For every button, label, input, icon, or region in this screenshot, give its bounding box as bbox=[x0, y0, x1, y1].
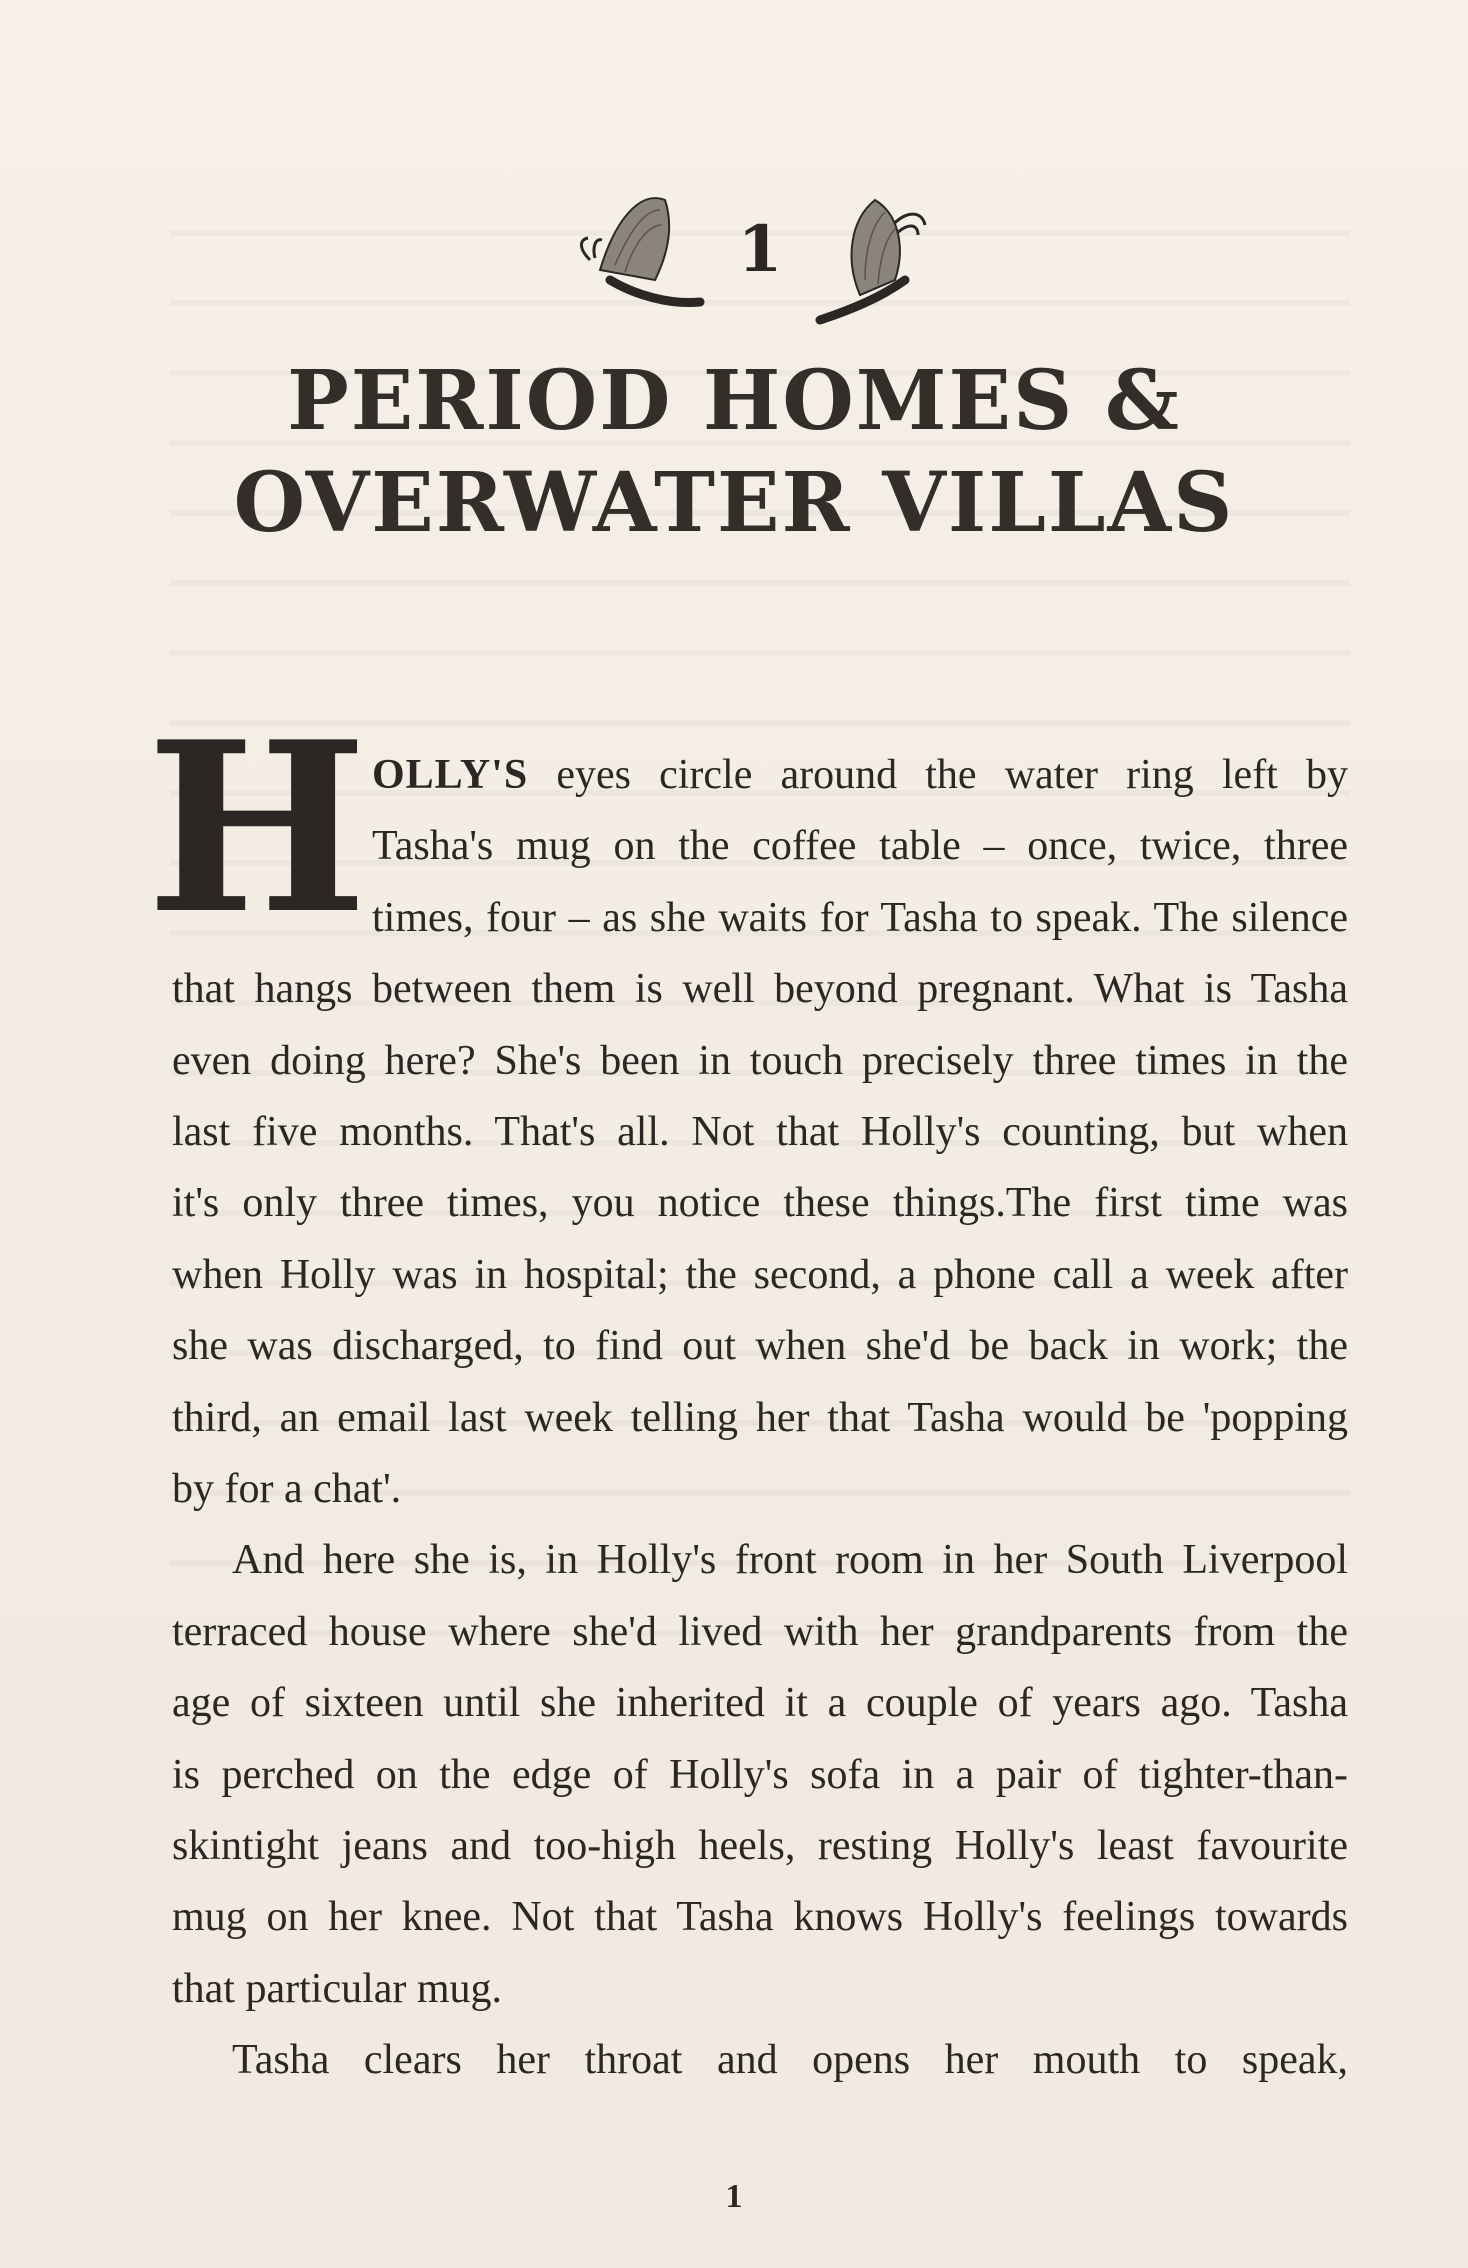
text-line: that hangs between them is well beyond pregnant. What is Tasha bbox=[172, 966, 1348, 1013]
text-line: mug on her knee. Not that Tasha knows Holly's feelings towards bbox=[172, 1894, 1348, 1941]
text-line: And here she is, in Holly's front room in her South Liverpool bbox=[232, 1537, 1348, 1584]
text-line: last five months. That's all. Not that Holly's counting, but when bbox=[172, 1108, 1348, 1155]
text-line: age of sixteen until she inherited it a couple of years ago. Tasha bbox=[172, 1680, 1348, 1727]
text-line: Tasha's mug on the coffee table – once, twice, three bbox=[372, 823, 1348, 870]
chapter-title-line-2: OVERWATER VILLAS bbox=[233, 455, 1235, 551]
text-line: that particular mug. bbox=[172, 1965, 503, 2012]
text-line: when Holly was in hospital; the second, a phone call a week after bbox=[172, 1251, 1348, 1298]
page-number: 1 bbox=[725, 2178, 743, 2215]
chapter-title-line-1: PERIOD HOMES & bbox=[287, 353, 1181, 449]
paragraph-2 bbox=[172, 1525, 1348, 2025]
text-line: Tasha clears her throat and opens her mouth to speak, bbox=[232, 2037, 1348, 2084]
opening-lines bbox=[372, 740, 1348, 954]
chapter-ornament bbox=[560, 180, 960, 330]
chapter-number: 1 bbox=[737, 211, 783, 287]
text-line: third, an email last week telling her that Tasha would be 'popping bbox=[172, 1394, 1348, 1441]
text-line: it's only three times, you notice these things.The first time was bbox=[172, 1180, 1348, 1227]
text-line: she was discharged, to find out when she'd be back in work; the bbox=[172, 1323, 1348, 1370]
text-line: by for a chat'. bbox=[172, 1465, 402, 1512]
text-line: even doing here? She's been in touch precisely three times in the bbox=[172, 1037, 1348, 1084]
paragraph-1 bbox=[172, 954, 1348, 1525]
text-line bbox=[372, 740, 1348, 811]
chapter-title bbox=[140, 350, 1328, 554]
text-line: skintight jeans and too-high heels, resting Holly's least favourite bbox=[172, 1822, 1348, 1869]
paragraph-3 bbox=[172, 2025, 1348, 2096]
drop-cap: H bbox=[146, 691, 368, 966]
opening-smallcaps: OLLY'S bbox=[372, 752, 529, 798]
opening-line-1-rest: eyes circle around the water ring left by bbox=[528, 752, 1348, 798]
text-line: is perched on the edge of Holly's sofa in a pair of tighter-than- bbox=[172, 1751, 1348, 1798]
text-line: terraced house where she'd lived with her grandparents from the bbox=[172, 1608, 1348, 1655]
text-line: times, four – as she waits for Tasha to speak. The silence bbox=[372, 894, 1348, 941]
